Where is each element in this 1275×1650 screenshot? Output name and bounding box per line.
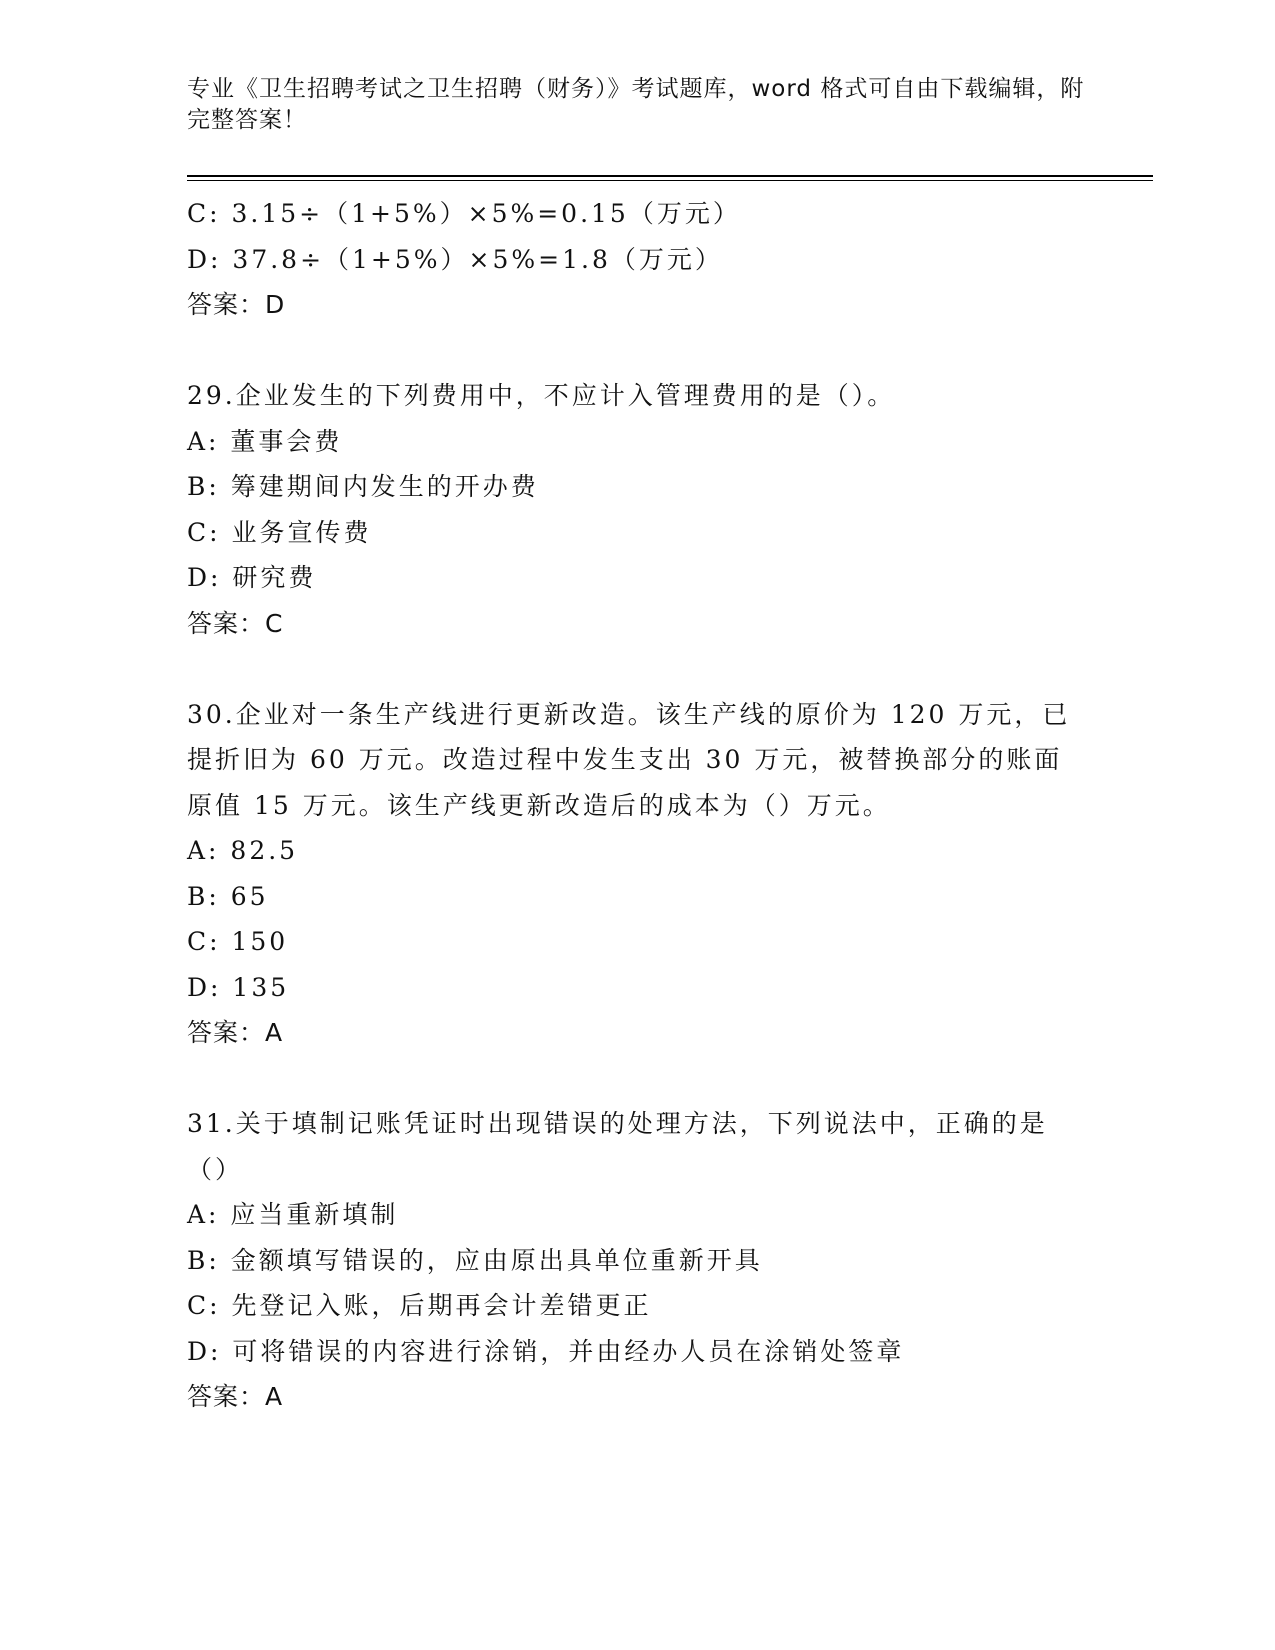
document-header	[187, 74, 1087, 136]
option-d: D: 37.8÷（1+5%）×5%=1.8（万元）	[187, 244, 723, 274]
header-divider-thick	[187, 175, 1153, 177]
option-d: D: 可将错误的内容进行涂销，并由经办人员在涂销处签章	[187, 1336, 905, 1366]
spacer	[187, 1056, 1087, 1102]
option-d: D: 135	[187, 972, 290, 1002]
question-text: 29.企业发生的下列费用中，不应计入管理费用的是（）。	[187, 381, 896, 410]
question-text: 31.关于填制记账凭证时出现错误的处理方法，下列说法中，正确的是（）	[187, 1109, 1048, 1184]
option-d: D: 研究费	[187, 563, 317, 592]
answer-line: 答案：A	[187, 1382, 284, 1411]
option-a: A: 董事会费	[187, 426, 343, 456]
answer-line: 答案：C	[187, 608, 284, 638]
option-c: C: 3.15÷（1+5%）×5%=0.15（万元）	[187, 199, 741, 228]
option-a: A: 应当重新填制	[187, 1200, 399, 1229]
previous-question-block	[187, 191, 1087, 328]
option-c: C: 150	[187, 927, 289, 956]
header-text: 专业《卫生招聘考试之卫生招聘（财务）》考试题库，word 格式可自由下载编辑，附完整答案！	[187, 76, 1085, 133]
answer-line: 答案：A	[187, 1018, 284, 1047]
option-b: B: 筹建期间内发生的开办费	[187, 472, 539, 501]
header-divider-thin	[187, 180, 1153, 181]
option-a: A: 82.5	[187, 836, 299, 865]
option-c: C: 业务宣传费	[187, 517, 372, 547]
answer-line: 答案：D	[187, 290, 286, 319]
spacer	[187, 328, 1087, 374]
option-b: B: 金额填写错误的，应由原出具单位重新开具	[187, 1245, 763, 1275]
option-c: C: 先登记入账，后期再会计差错更正	[187, 1291, 652, 1320]
question-content	[187, 191, 1087, 1420]
question-text: 30.企业对一条生产线进行更新改造。该生产线的原价为 120 万元，已提折旧为 60 万元。改造过程中发生支出 30 万元，被替换部分的账面原值 15 万元。该生产线更新改造后的成本为（）万元。	[187, 699, 1071, 820]
question-30	[187, 692, 1087, 1056]
option-b: B: 65	[187, 881, 269, 911]
spacer	[187, 646, 1087, 692]
question-31	[187, 1101, 1087, 1420]
question-29	[187, 373, 1087, 646]
